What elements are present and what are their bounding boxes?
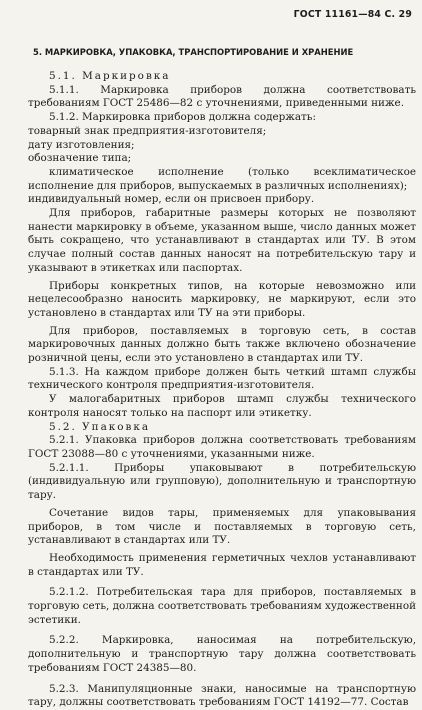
paragraph: Для приборов, габаритные размеры которых не позволяют нанести маркировку в объеме, указанном выше, число данных может быть сокращено, что устанавливают в стандартах или ТУ. В этом случае полный состав данных наносят на потребительскую тару и указывают в этикетках или паспортах. [28,207,416,274]
section-title: 5. МАРКИРОВКА, УПАКОВКА, ТРАНСПОРТИРОВАНИЕ И ХРАНЕНИЕ [33,47,354,57]
document-body [28,70,416,710]
paragraph: 5.2.1. Упаковка приборов должна соответствовать требованиям ГОСТ 23088—80 с уточнениями, указанными ниже. [28,434,416,460]
paragraph: 5.2.1.1. Приборы упаковывают в потребительскую (индивидуальную или групповую), дополнительную и транспортную тару. [28,461,416,502]
paragraph: У малогабаритных приборов штамп службы технического контроля наносят только на паспорт или этикетку. [28,393,416,419]
paragraph: Для приборов, поставляемых в торговую сеть, в состав маркировочных данных должно быть также включено обозначение розничной цены, если это установлено в стандартах или ТУ. [28,324,416,365]
paragraph: 5.2.3. Манипуляционные знаки, наносимые на транспортную тару, должны соответствовать требованиям ГОСТ 14192—77. Состав [28,682,416,709]
list-item: дату изготовления; [28,138,135,151]
paragraph: 5.1.1. Маркировка приборов должна соответствовать требованиям ГОСТ 25486—82 с уточнениями, приведенными ниже. [28,83,416,110]
paragraph: 5.1.3. На каждом приборе должен быть четкий штамп службы технического контроля предприятия-изготовителя. [28,365,416,392]
paragraph: Сочетание видов тары, применяемых для упаковывания приборов, в том числе и поставляемых в торговую сеть, устанавливают в стандартах или ТУ. [28,506,416,547]
paragraph: 5.2.1.2. Потребительская тара для приборов, поставляемых в торговую сеть, должна соответствовать требованиям художественной эстетики. [28,586,416,626]
paragraph: Необходимость применения герметичных чехлов устанавливают в стандартах или ТУ. [28,551,416,578]
subsection-heading: 5.2. Упаковка [49,420,151,433]
list-item: товарный знак предприятия-изготовителя; [28,124,267,137]
paragraph: Приборы конкретных типов, на которые невозможно или нецелесообразно наносить маркировку, не маркируют, если это установлено в стандартах или ТУ на эти приборы. [28,279,416,319]
list-item: климатическое исполнение (только всеклиматическое исполнение для приборов, выпускаемых в различных исполнениях); [28,165,416,192]
paragraph: 5.2.2. Маркировка, наносимая на потребительскую, дополнительную и транспортную тару должна соответствовать требованиям ГОСТ 24385—80. [28,634,416,674]
list-item: индивидуальный номер, если он присвоен прибору. [28,193,315,206]
subsection-heading: 5.1. Маркировка [49,70,171,82]
list-item: обозначение типа; [28,152,132,165]
page-header: ГОСТ 11161—84 С. 29 [293,9,412,20]
paragraph: 5.1.2. Маркировка приборов должна содержать: [49,111,316,124]
